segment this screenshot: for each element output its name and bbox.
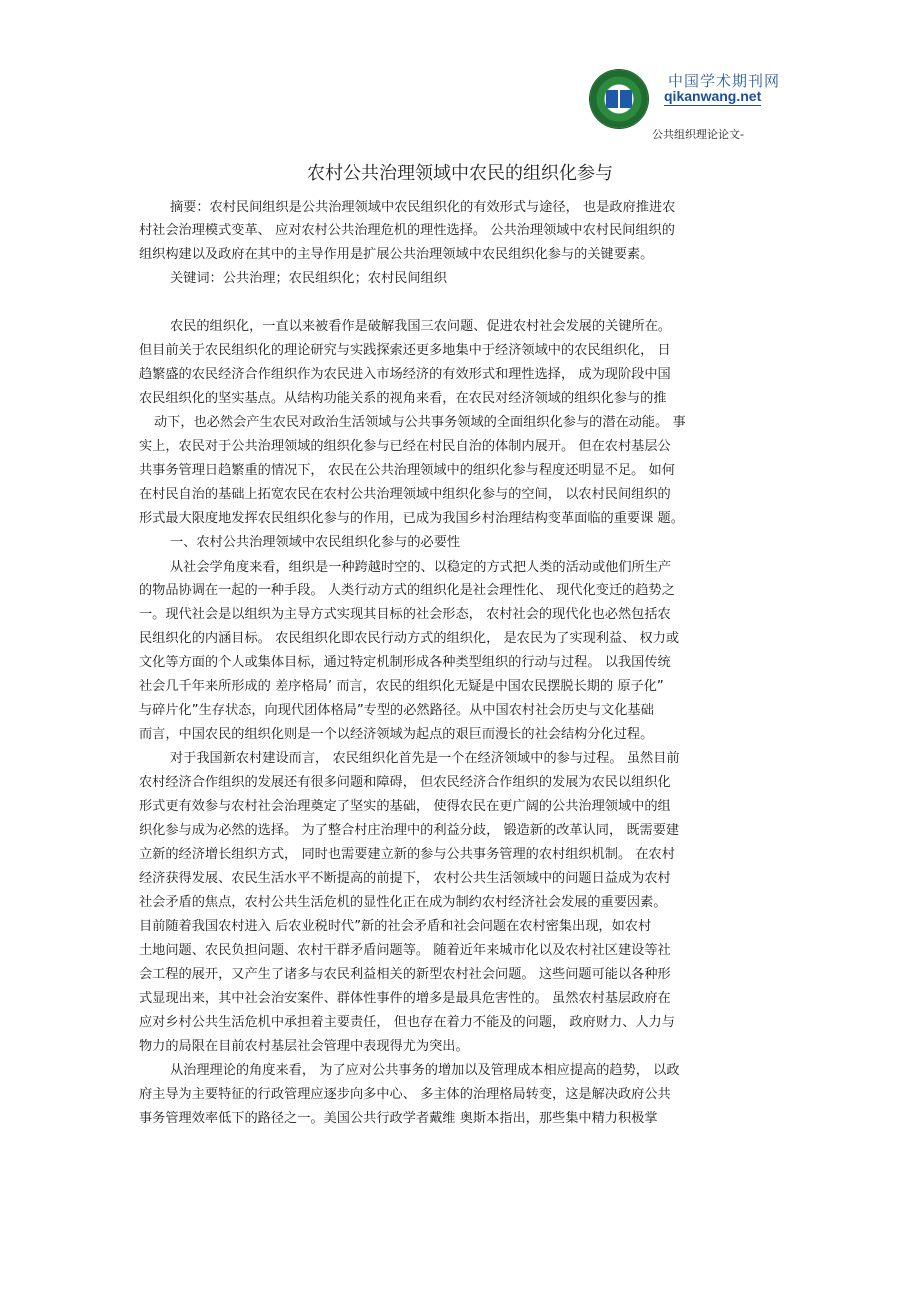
text-line: 摘要：农村民间组织是公共治理领域中农民组织化的有效形式与途径， 也是政府推进农 [170, 200, 676, 215]
text-line: 农村经济合作组织的发展还有很多问题和障碍， 但农民经济合作组织的发展为农民以组织化 [139, 775, 671, 790]
text-line: 事务管理效率低下的路径之一。美国公共行政学者戴维 奥斯本指出，那些集中精力积极掌 [139, 1111, 658, 1126]
text-line: 式显现出来，其中社会治安案件、群体性事件的增多是最具危害性的。 虽然农村基层政府在 [139, 991, 671, 1006]
text-line: 织化参与成为必然的选择。 为了整合村庄治理中的利益分歧， 锻造新的改革认同， 既需要建 [139, 823, 680, 838]
site-url-link[interactable]: qikanwang.net [664, 88, 762, 104]
text-line: 物力的局限在目前农村基层社会管理中表现得尤为突出。 [139, 1039, 469, 1054]
text-line: 从社会学角度来看，组织是一种跨越时空的、以稳定的方式把人类的活动或他们所生产 [170, 560, 672, 575]
text-line: 但目前关于农民组织化的理论研究与实践探索还更多地集中于经济领域中的农民组织化， 日 [139, 343, 671, 358]
text-line: 实上，农民对于公共治理领域的组织化参与已经在村民自治的体制内展开。 但在农村基层公 [139, 439, 671, 454]
text-line: 从治理理论的角度来看， 为了应对公共事务的增加以及管理成本相应提高的趋势， 以政 [170, 1063, 680, 1078]
site-name-chinese: 中国学术期刊网 [668, 72, 781, 90]
text-line: 府主导为主要特征的行政管理应逐步向多中心、 多主体的治理格局转变，这是解决政府公共 [139, 1087, 671, 1102]
text-line: 社会矛盾的焦点，农村公共生活危机的显性化正在成为制约农村经济社会发展的重要因素。 [139, 895, 667, 910]
text-line: 一、农村公共治理领域中农民组织化参与的必要性 [170, 535, 461, 550]
text-line: 会工程的展开，又产生了诸多与农民利益相关的新型农村社会问题。 这些问题可能以各种形 [139, 967, 671, 982]
text-line: 共事务管理日趋繁重的情况下， 农民在公共治理领域中的组织化参与程度还明显不足。 如何 [139, 463, 675, 478]
text-line: 社会几千年来所形成的 差序格局’ 而言，农民的组织化无疑是中国农民摆脱长期的 原子化” [139, 679, 664, 694]
book-icon [606, 90, 632, 108]
text-line: 经济获得发展、农民生活水平不断提高的前提下， 农村公共生活领域中的问题日益成为农村 [139, 871, 671, 886]
text-line: 形式更有效参与农村社会治理奠定了坚实的基础， 使得农民在更广阔的公共治理领域中的组 [139, 799, 671, 814]
text-line: 组织构建以及政府在其中的主导作用是扩展公共治理领域中农民组织化参与的关键要素。 [139, 247, 654, 262]
text-line: 与碎片化”生存状态，向现代团体格局”专型的必然路径。从中国农村社会历史与文化基础 [139, 703, 654, 718]
text-line: 对于我国新农村建设而言， 农民组织化首先是一个在经济领域中的参与过程。 虽然目前 [170, 751, 680, 766]
category-label: 公共组织理论论文- [652, 128, 744, 141]
text-line: 农民的组织化，一直以来被看作是破解我国三农问题、促进农村社会发展的关键所在。 [170, 319, 672, 334]
text-line: 动下，也必然会产生农民对政治生活领域与公共事务领域的全面组织化参与的潜在动能。 事 [154, 415, 686, 430]
text-line: 关键词：公共治理；农民组织化；农村民间组织 [170, 271, 447, 286]
text-line: 立新的经济增长组织方式， 同时也需要建立新的参与公共事务管理的农村组织机制。 在农村 [139, 847, 675, 862]
text-line: 目前随着我国农村进入 后农业税时代”新的社会矛盾和社会问题在农村密集出现，如农村 [139, 919, 652, 934]
article-title: 农村公共治理领域中农民的组织化参与 [307, 163, 613, 184]
text-line: 应对乡村公共生活危机中承担着主要责任， 但也存在着力不能及的问题， 政府财力、人力与 [139, 1015, 675, 1030]
text-line: 的物品协调在一起的一种手段。 人类行动方式的组织化是社会理性化、 现代化变迁的趋势之 [139, 583, 675, 598]
text-line: 农民组织化的坚实基点。从结构功能关系的视角来看，在农民对经济领域的组织化参与的推 [139, 391, 667, 406]
text-line: 而言，中国农民的组织化则是一个以经济领域为起点的艰巨而漫长的社会结构分化过程。 [139, 727, 654, 742]
text-line: 在村民自治的基础上拓宽农民在农村公共治理领域中组织化参与的空间， 以农村民间组织的 [139, 487, 671, 502]
text-line: 文化等方面的个人或集体目标，通过特定机制形成各种类型组织的行动与过程。 以我国传统 [139, 655, 671, 670]
text-line: 土地问题、农民负担问题、农村干群矛盾问题等。 随着近年来城市化以及农村社区建设等社 [139, 943, 671, 958]
text-line: 一。现代社会是以组织为主导方式实现其目标的社会形态， 农村社会的现代化也必然包括农 [139, 607, 671, 622]
text-line: 形式最大限度地发挥农民组织化参与的作用，已成为我国乡村治理结构变革面临的重要课 题。 [139, 511, 684, 526]
text-line: 趋繁盛的农民经济合作组织作为农民进入市场经济的有效形式和理性选择， 成为现阶段中国 [139, 367, 671, 382]
text-line: 村社会治理模式变革、 应对农村公共治理危机的理性选择。 公共治理领域中农村民间组织的 [139, 223, 675, 238]
text-line: 民组织化的内涵目标。 农民组织化即农民行动方式的组织化， 是农民为了实现利益、 权力或 [139, 631, 680, 646]
